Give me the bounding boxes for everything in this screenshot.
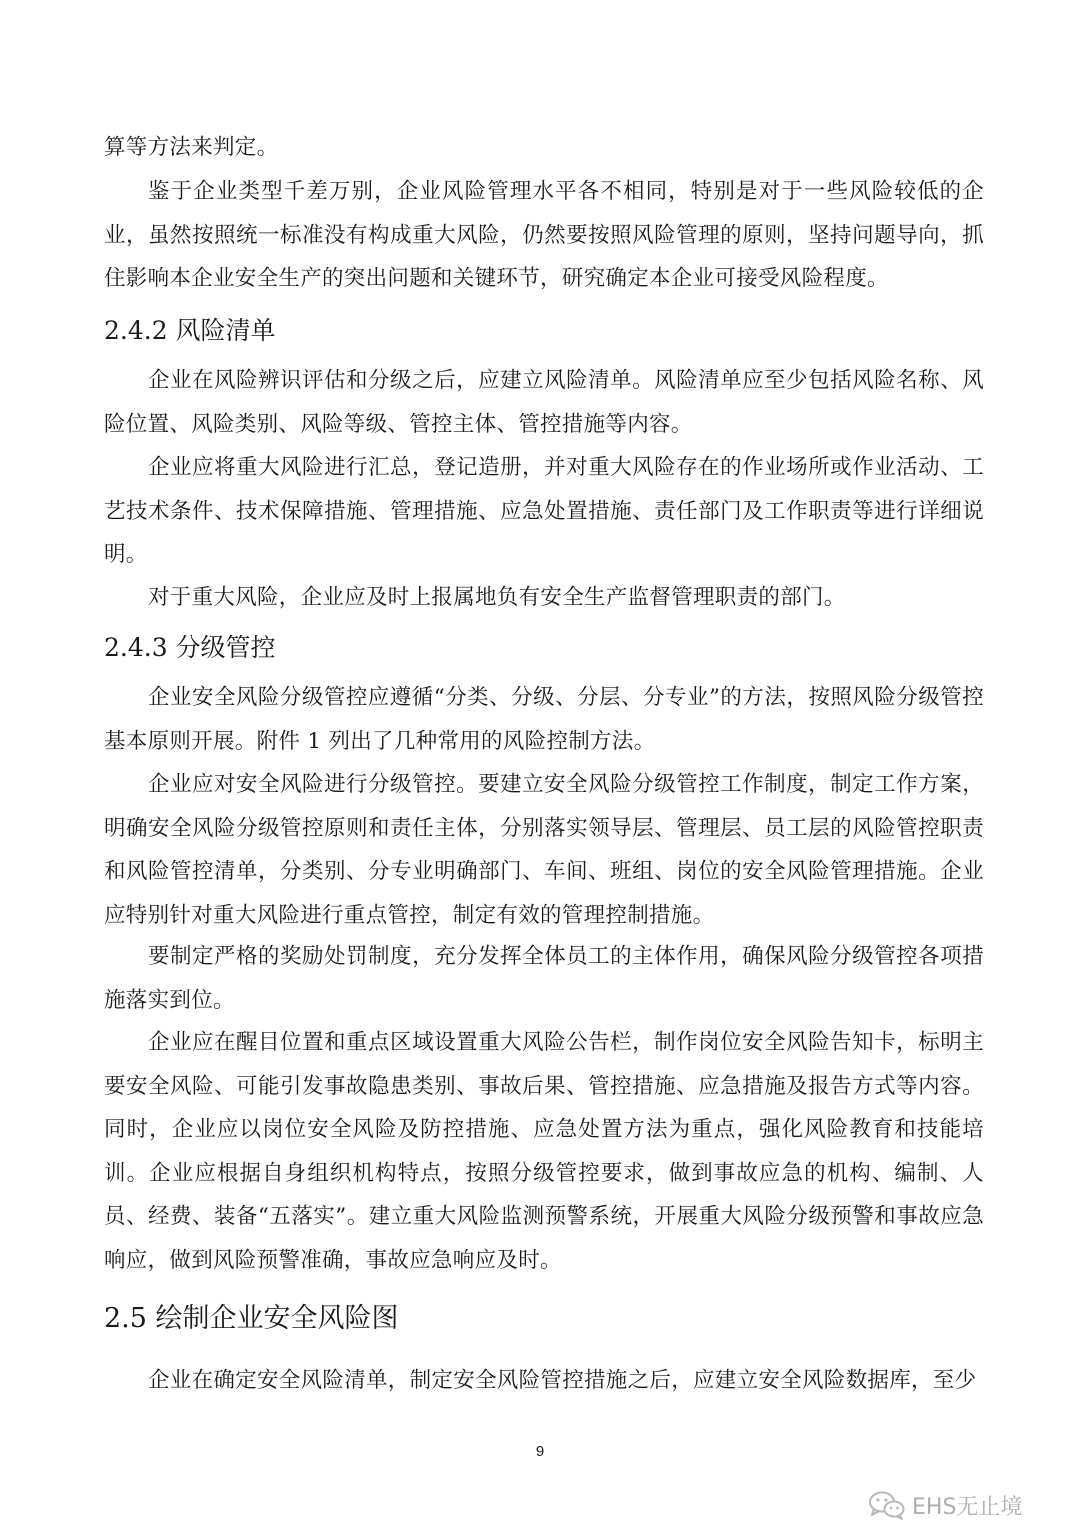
section-heading-2-5: 2.5 绘制企业安全风险图 [104, 1303, 399, 1334]
paragraph-risk-notice: 企业应在醒目位置和重点区域设置重大风险公告栏，制作岗位安全风险告知卡，标明主要安全风险、可能引发事故隐患类别、事故后果、管控措施、应急措施及报告方式等内容。同时，企业应以岗位安全风险及防控措施、应急处置方法为重点，强化风险教育和技能培训。企业应根据自身组织机构特点，按照分级管控要求，做到事故应急的机构、编制、人员、经费、装备“五落实”。建立重大风险监测预警系统，开展重大风险分级预警和事故应急响应，做到风险预警准确，事故应急响应及时。 [104, 1030, 984, 1273]
watermark [868, 1490, 1022, 1520]
watermark-text: EHS无止境 [912, 1494, 1023, 1520]
paragraph-continuation: 算等方法来判定。 [104, 135, 279, 160]
paragraph-graded-control-system: 企业应对安全风险进行分级管控。要建立安全风险分级管控工作制度，制定工作方案，明确安全风险分级管控原则和责任主体，分别落实领导层、管理层、员工层的风险管控职责和风险管控清单，分类别、分专业明确部门、车间、班组、岗位的安全风险管理措施。企业应特别针对重大风险进行重点管控，制定有效的管理控制措施。 [104, 772, 984, 928]
wechat-icon [868, 1490, 906, 1520]
section-heading-2-4-3: 2.4.3 分级管控 [104, 633, 276, 662]
paragraph-risk-list: 企业在风险辨识评估和分级之后，应建立风险清单。风险清单应至少包括风险名称、风险位置、风险类别、风险等级、管控主体、管控措施等内容。 [104, 368, 984, 437]
paragraph-reward-punishment: 要制定严格的奖励处罚制度，充分发挥全体员工的主体作用，确保风险分级管控各项措施落实到位。 [104, 944, 984, 1013]
section-heading-2-4-2: 2.4.2 风险清单 [104, 316, 276, 345]
paragraph-risk-acceptance: 鉴于企业类型千差万别，企业风险管理水平各不相同，特别是对于一些风险较低的企业，虽然按照统一标准没有构成重大风险，仍然要按照风险管理的原则，坚持问题导向，抓住影响本企业安全生产的突出问题和关键环节，研究确定本企业可接受风险程度。 [104, 179, 984, 291]
paragraph-report-major-risk: 对于重大风险，企业应及时上报属地负有安全生产监督管理职责的部门。 [148, 585, 846, 610]
paragraph-graded-control-method: 企业安全风险分级管控应遵循“分类、分级、分层、分专业”的方法，按照风险分级管控基本原则开展。附件 1 列出了几种常用的风险控制方法。 [104, 685, 984, 754]
paragraph-major-risk-summary: 企业应将重大风险进行汇总，登记造册，并对重大风险存在的作业场所或作业活动、工艺技术条件、技术保障措施、管理措施、应急处置措施、责任部门及工作职责等进行详细说明。 [104, 455, 984, 567]
page-number: 9 [535, 1443, 545, 1460]
paragraph-risk-database: 企业在确定安全风险清单，制定安全风险管控措施之后，应建立安全风险数据库，至少 [148, 1368, 977, 1393]
